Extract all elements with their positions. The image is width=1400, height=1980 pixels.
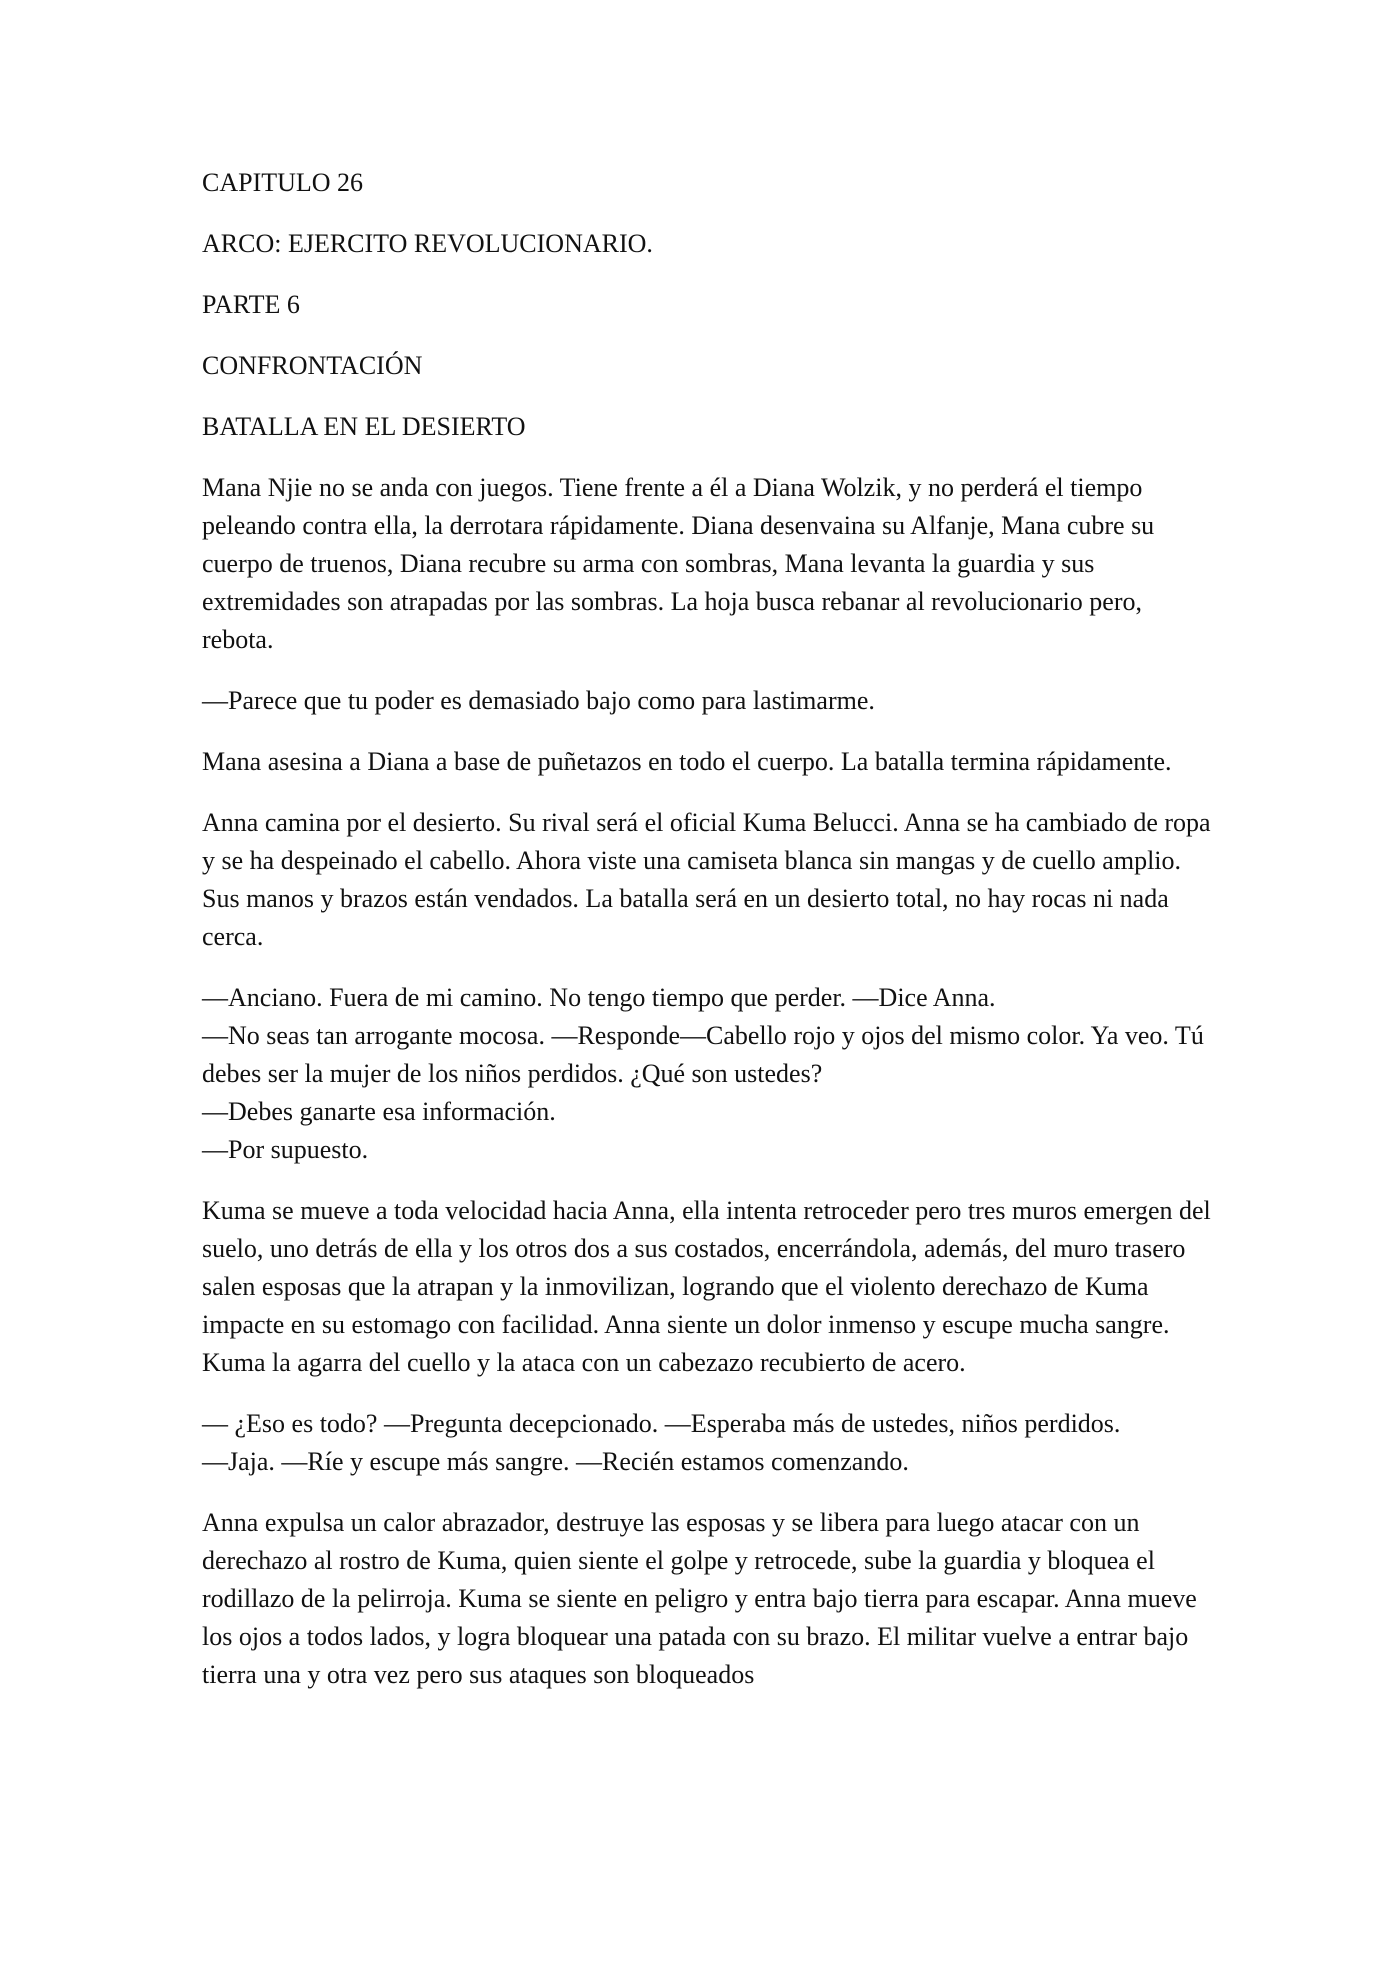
arc-title: ARCO: EJERCITO REVOLUCIONARIO. <box>202 229 653 258</box>
paragraph: —Parece que tu poder es demasiado bajo como para lastimarme. <box>202 686 875 715</box>
dialogue-line: —Anciano. Fuera de mi camino. No tengo tiempo que perder. —Dice Anna. <box>202 983 996 1012</box>
dialogue-line: —Por supuesto. <box>202 1135 369 1164</box>
dialogue-block <box>202 979 1212 1169</box>
dialogue-line: — ¿Eso es todo? —Pregunta decepcionado. —Esperaba más de ustedes, niños perdidos. <box>202 1409 1121 1438</box>
paragraph: Mana asesina a Diana a base de puñetazos en todo el cuerpo. La batalla termina rápidamente. <box>202 747 1172 776</box>
paragraph: Anna camina por el desierto. Su rival será el oficial Kuma Belucci. Anna se ha cambiado de ropa y se ha despeinado el cabello. Ahora viste una camiseta blanca sin mangas y de cuello amplio. Sus manos y brazos están vendados. La batalla será en un desierto total, no hay rocas ni nada cerca. <box>202 808 1211 951</box>
section-title: CONFRONTACIÓN <box>202 351 423 380</box>
subsection-title: BATALLA EN EL DESIERTO <box>202 412 526 441</box>
paragraph: Mana Njie no se anda con juegos. Tiene frente a él a Diana Wolzik, y no perderá el tiempo peleando contra ella, la derrotara rápidamente. Diana desenvaina su Alfanje, Mana cubre su cuerpo de truenos, Diana recubre su arma con sombras, Mana levanta la guardia y sus extremidades son atrapadas por las sombras. La hoja busca rebanar al revolucionario pero, rebota. <box>202 473 1155 654</box>
dialogue-line: —No seas tan arrogante mocosa. —Responde—Cabello rojo y ojos del mismo color. Ya veo. Tú debes ser la mujer de los niños perdidos. ¿Qué son ustedes? <box>202 1021 1204 1088</box>
document-body <box>202 164 1212 1694</box>
dialogue-line: —Jaja. —Ríe y escupe más sangre. —Recién estamos comenzando. <box>202 1447 909 1476</box>
dialogue-block <box>202 1405 1212 1481</box>
paragraph: Anna expulsa un calor abrazador, destruye las esposas y se libera para luego atacar con un derechazo al rostro de Kuma, quien siente el golpe y retrocede, sube la guardia y bloquea el rodillazo de la pelirroja. Kuma se siente en peligro y entra bajo tierra para escapar. Anna mueve los ojos a todos lados, y logra bloquear una patada con su brazo. El militar vuelve a entrar bajo tierra una y otra vez pero sus ataques son bloqueados <box>202 1508 1197 1689</box>
paragraph: Kuma se mueve a toda velocidad hacia Anna, ella intenta retroceder pero tres muros emergen del suelo, uno detrás de ella y los otros dos a sus costados, encerrándola, además, del muro trasero salen esposas que la atrapan y la inmovilizan, logrando que el violento derechazo de Kuma impacte en su estomago con facilidad. Anna siente un dolor inmenso y escupe mucha sangre. Kuma la agarra del cuello y la ataca con un cabezazo recubierto de acero. <box>202 1196 1211 1377</box>
part-title: PARTE 6 <box>202 290 300 319</box>
chapter-title: CAPITULO 26 <box>202 168 364 197</box>
dialogue-line: —Debes ganarte esa información. <box>202 1097 556 1126</box>
